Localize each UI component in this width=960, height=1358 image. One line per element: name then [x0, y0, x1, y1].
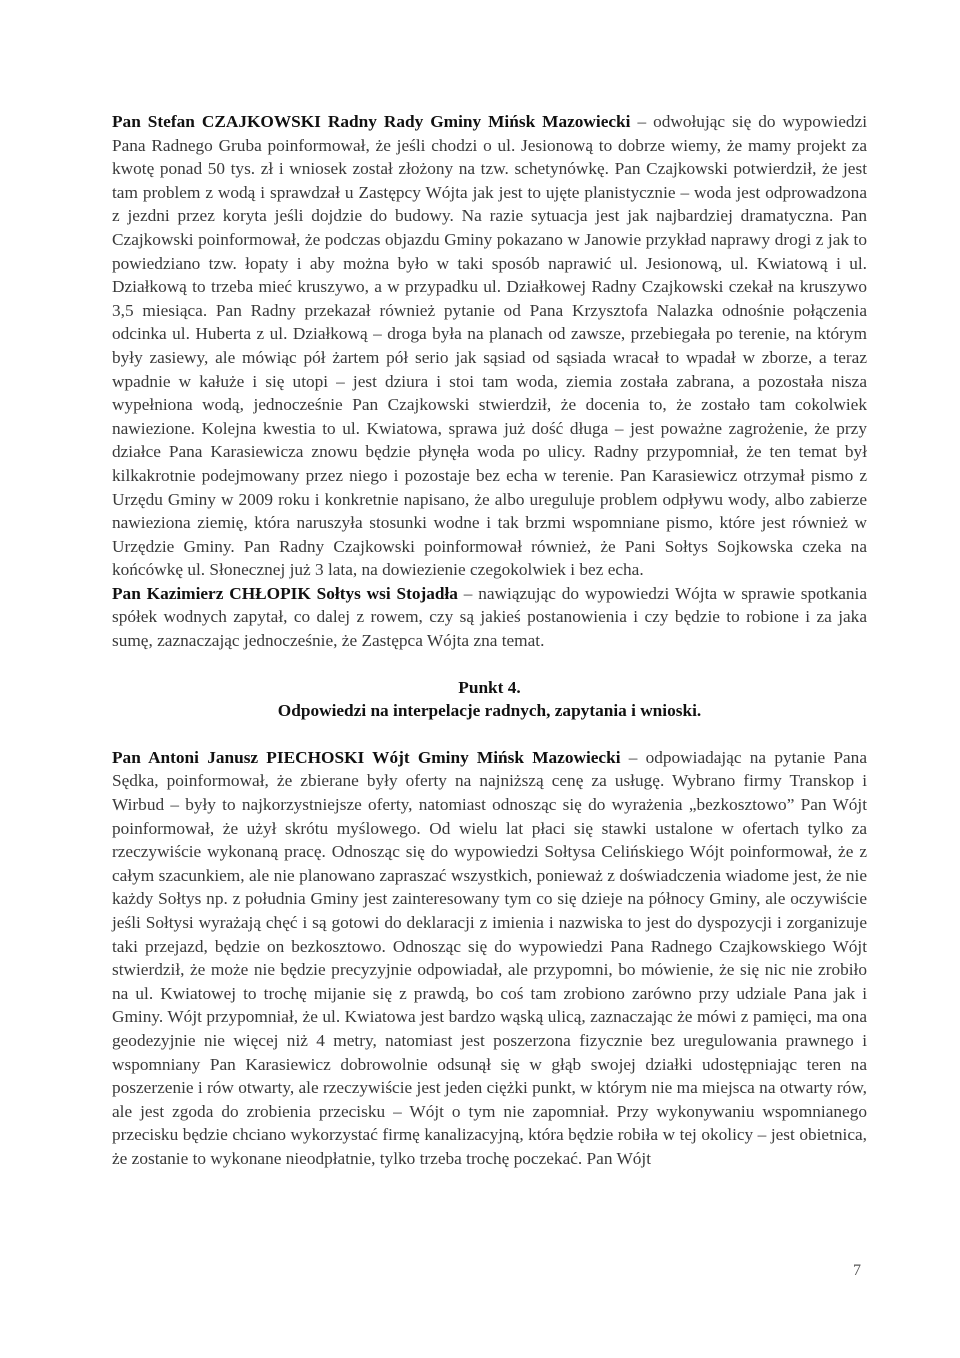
speaker-name: Pan Kazimierz CHŁOPIK Sołtys wsi Stojadła — [112, 583, 458, 603]
paragraph-piechoski — [112, 746, 867, 1171]
paragraph-text: – nawiązując do wypowiedzi Wójta w sprawie spotkania spółek wodnych zapytał, co dalej z rowem, czy są jakieś postanowienia i czy będzie to robione i za jaka sumę, zaznaczając jednocześnie, że Zastępca Wójta zna temat. — [112, 583, 867, 651]
section-title: Odpowiedzi na interpelacje radnych, zapytania i wnioski. — [277, 701, 702, 721]
speaker-name: Pan Antoni Janusz PIECHOSKI Wójt Gminy Mińsk Mazowiecki — [112, 747, 621, 767]
speaker-name: Pan Stefan CZAJKOWSKI Radny Rady Gminy Mińsk Mazowiecki — [112, 112, 631, 131]
paragraph-text: – odwołując się do wypowiedzi Pana Radnego Gruba poinformował, że jeśli chodzi o ul. Jesionową to dobrze wiemy, że mamy projekt za kwotę ponad 50 tys. zł i wniosek został złożony na tzw. schetynówkę. Pan Czajkowski potwierdził, że jest tam problem z wodą i sprawdzał u Zastępcy Wójta jak jest to ujęte planistycznie – woda jest odprowadzona z jezdni przez koryta jeśli dojdzie do budowy. Na razie sytuacja jest jak najbardziej dramatyczna. Pan Czajkowski poinformował, że podczas objazdu Gminy pokazano w Janowie przykład naprawy drogi z jak to powiedziano tzw. łopaty i aby można było w taki sposób naprawić ul. Jesionową, ul. Kwiatową i ul. Działkową to trzeba mieć kruszywo, a w przypadku ul. Działkowej Radny Czajkowski czekał na kruszywo 3,5 miesiąca. Pan Radny przekazał również pytanie od Pana Krzysztofa Nalazka odnośnie połączenia odcinka ul. Huberta z ul. Działkową – droga była na planach od zawsze, przebiegała po terenie, na którym były zasiewy, ale mówiąc pół żartem pół serio jak sąsiad od sąsiada wracał to wpadał w zborze, a teraz wpadnie w kałuże i się utopi – jest dziura i stoi tam woda, ziemia została zabrana, a pozostała nisza wypełniona wodą, jednocześnie Pan Czajkowski stwierdził, że docenia to, że zostało tam cokolwiek nawiezione. Kolejna kwestia to ul. Kwiatowa, sprawa już dość długa – jest poważne zagrożenie, że przy działce Pana Karasiewicza znowu będzie płynęła woda po ulicy. Radny przypomniał, że ten temat był kilkakrotnie podejmowany przez niego i pozostaje bez echa w terenie. Pan Karasiewicz otrzymał pismo z Urzędu Gminy w 2009 roku i konkretnie napisano, że albo ureguluje problem odpływu wody, albo zabierze nawieziona ziemię, która naruszyła stosunki wodne i tak brzmi wspomniane pismo, które jest również w Urzędzie Gminy. Pan Radny Czajkowski poinformował również, że Pani Sołtys Sojkowska czeka na końcówkę ul. Słonecznej już 3 lata, na dowiezienie czegokolwiek i bez echa. — [112, 112, 867, 580]
document-body — [112, 110, 867, 1171]
paragraph-czajkowski — [112, 110, 867, 582]
paragraph-chlopik — [112, 582, 867, 653]
page-number: 7 — [853, 1262, 861, 1279]
section-heading — [112, 676, 867, 723]
paragraph-text: – odpowiadając na pytanie Pana Sędka, poinformował, że zbierane były oferty na najniższą cenę za usługę. Wybrano firmy Transkop i Wirbud – były to najkorzystniejsze oferty, natomiast odnosząc się do wyrażenia „bezkosztowo” Pan Wójt poinformował, że użył skrótu myślowego. Od wielu lat płaci się stawki ustalone w ofertach tylko za rzeczywiście wykonaną pracę. Odnosząc się do wypowiedzi Sołtysa Celińskiego Wójt poinformował, że z całym szacunkiem, ale nie planowano zapraszać wszystkich, ponieważ z doświadczenia wiadome jest, że nie każdy Sołtys np. z południa Gminy jest zainteresowany tym co się dzieje na północy Gminy, ale oczywiście jeśli Sołtysi wyrażają chęć i są gotowi do deklaracji z imienia i nazwiska to jest do dyspozycji i zorganizuje taki przejazd, będzie on bezkosztowo. Odnosząc się do wypowiedzi Pana Radnego Czajkowskiego Wójt stwierdził, że może nie będzie precyzyjnie odpowiadał, ale przypomni, bo mówienie, że się nic nie zrobiło na ul. Kwiatowej to trochę mijanie się z prawdą, bo coś tam zrobiono zarówno przy udziale Pana jak i Gminy. Wójt przypomniał, że ul. Kwiatowa jest bardzo wąską ulicą, zaznaczając że mówi z pamięci, ma ona geodezyjnie nie więcej niż 4 metry, natomiast jest poszerzona fizycznie bez uregulowania prawnego i wspomniany Pan Karasiewicz dobrowolnie odsunął się w głąb swojej działki udostępniając teren na poszerzenie i rów otwarty, ale rzeczywiście jest jeden ciężki punkt, w którym nie ma miejsca na otwarty rów, ale jest zgoda do zrobienia przecisku – Wójt o tym nie zapomniał. Przy wykonywaniu wspomnianego przecisku będzie chciano wykorzystać firmę kanalizacyjną, która będzie robiła w tej okolicy – jest obietnica, że zostanie to wykonane nieodpłatnie, tylko trzeba trochę poczekać. Pan Wójt — [112, 747, 867, 1168]
section-number: Punkt 4. — [458, 677, 521, 697]
